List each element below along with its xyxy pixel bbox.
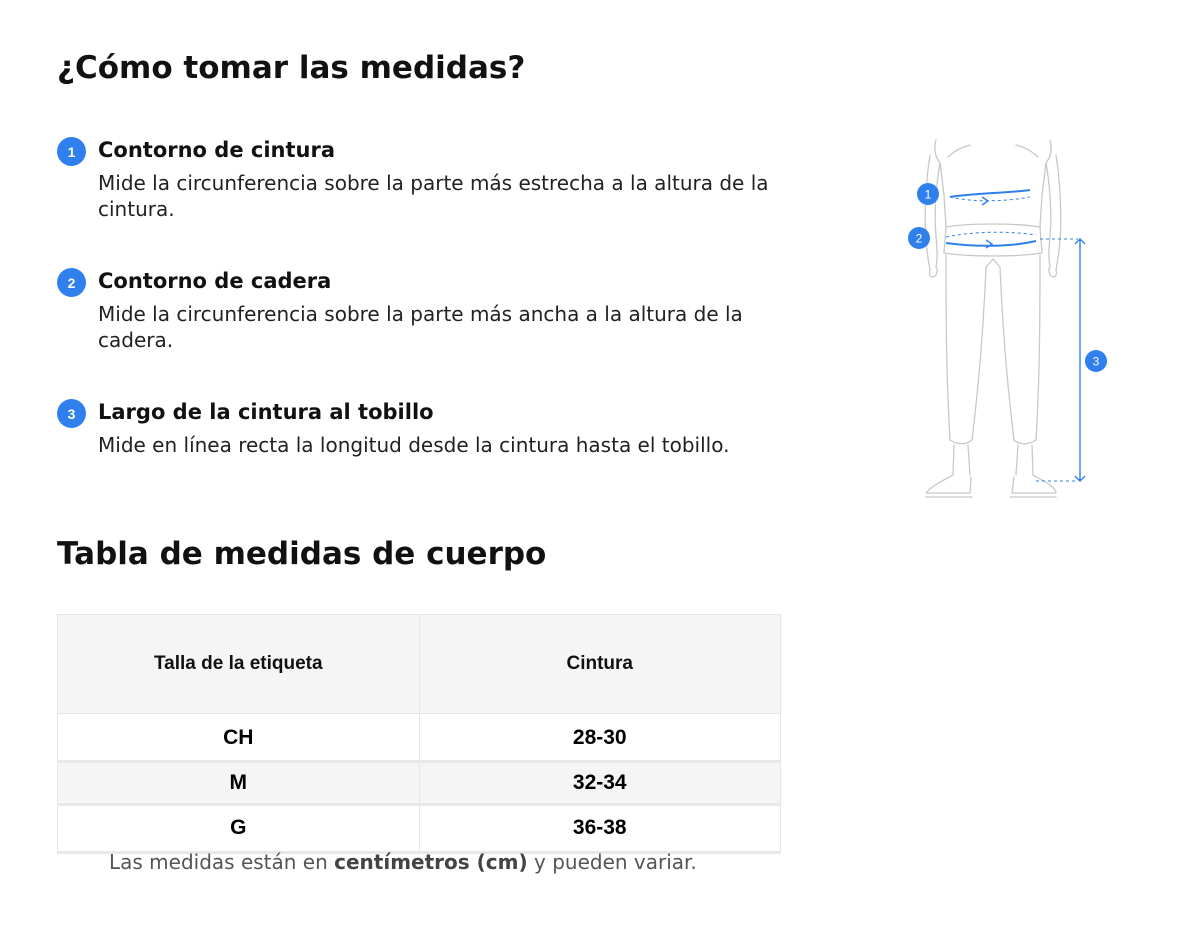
pants-figure-svg — [900, 135, 1120, 505]
waist-cell: 32-34 — [419, 762, 781, 805]
marker-3-label: 3 — [1092, 354, 1100, 369]
marker-2 — [908, 227, 930, 249]
header-size-label: Talla de la etiqueta — [58, 615, 420, 714]
header-waist: Cintura — [419, 615, 781, 714]
step-title: Contorno de cintura — [98, 138, 335, 162]
step-title: Largo de la cintura al tobillo — [98, 400, 434, 424]
waist-cell: 36-38 — [419, 805, 781, 853]
size-cell: CH — [58, 714, 420, 762]
size-table — [57, 614, 781, 854]
size-cell: G — [58, 805, 420, 853]
marker-1-label: 1 — [924, 187, 932, 202]
table-row — [58, 762, 781, 805]
step-number-badge: 1 — [57, 137, 86, 166]
measurement-steps — [57, 136, 817, 529]
note-prefix: Las medidas están en — [109, 850, 335, 874]
table-row — [58, 714, 781, 762]
step-title: Contorno de cadera — [98, 269, 332, 293]
measurement-lines — [946, 190, 1085, 481]
step-hip — [57, 267, 817, 398]
page-title: ¿Cómo tomar las medidas? — [57, 50, 526, 86]
step-description: Mide en línea recta la longitud desde la cintura hasta el tobillo. — [98, 433, 730, 457]
waist-cell: 28-30 — [419, 714, 781, 762]
table-row — [58, 805, 781, 853]
size-table-title: Tabla de medidas de cuerpo — [57, 536, 547, 572]
step-number-badge: 3 — [57, 399, 86, 428]
note-suffix: y pueden variar. — [527, 850, 697, 874]
step-description: Mide la circunferencia sobre la parte más ancha a la altura de la cadera. — [98, 302, 743, 352]
marker-1 — [917, 183, 939, 205]
body-measurement-illustration — [900, 135, 1120, 505]
step-number-badge: 2 — [57, 268, 86, 297]
step-waist — [57, 136, 817, 267]
units-note — [109, 850, 697, 874]
size-cell: M — [58, 762, 420, 805]
table-header-row — [58, 615, 781, 714]
marker-2-label: 2 — [915, 231, 923, 246]
marker-3 — [1085, 350, 1107, 372]
note-unit: centímetros (cm) — [334, 850, 528, 874]
step-description: Mide la circunferencia sobre la parte más estrecha a la altura de la cintura. — [98, 171, 769, 221]
step-length — [57, 398, 817, 529]
